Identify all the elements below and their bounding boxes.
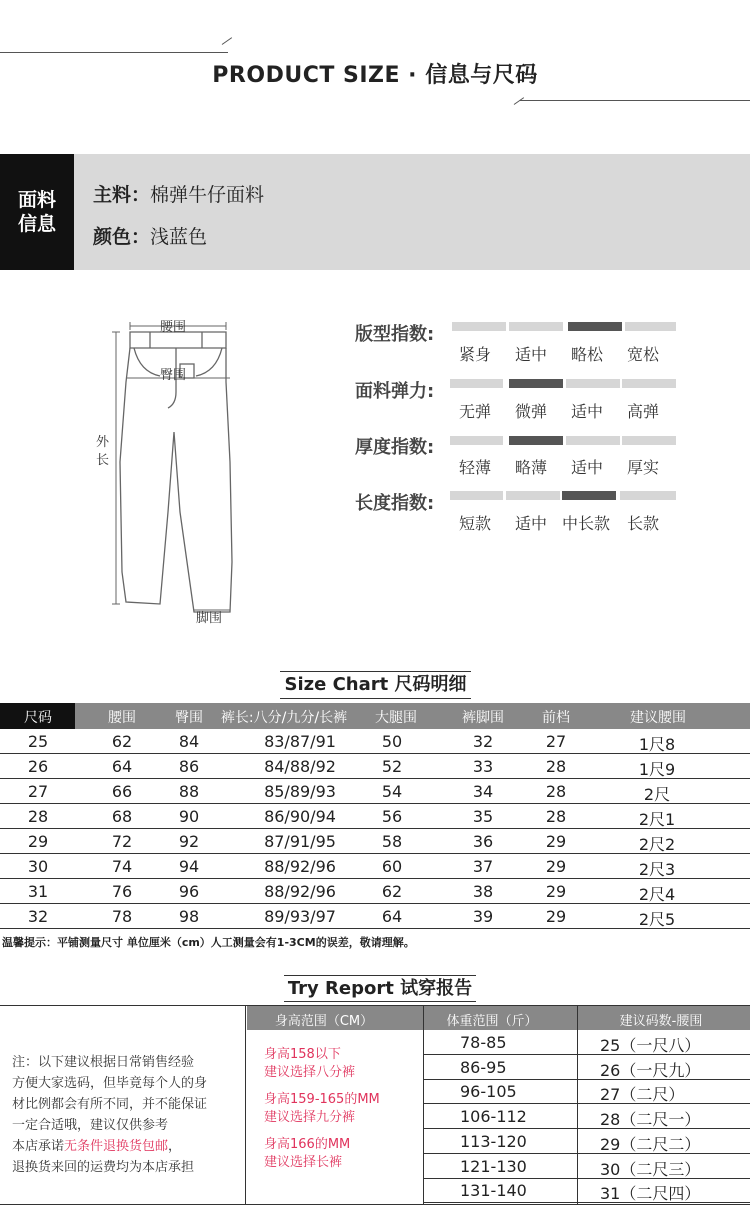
table-cell: 29 (545, 882, 567, 901)
table-cell: 68 (111, 807, 133, 826)
fabric-main-label: 主料： (93, 184, 151, 206)
header-rule-bottom (520, 100, 750, 101)
table-cell: 2尺2 (638, 835, 676, 854)
fit-option-2: 适中 (515, 345, 548, 364)
table-cell: 32 (27, 907, 49, 926)
table-cell: 27 (545, 732, 567, 751)
size-chart-header (0, 703, 750, 729)
length-index-bar-4 (620, 491, 676, 500)
table-cell: 84 (178, 732, 200, 751)
table-cell: 72 (111, 832, 133, 851)
size-chart-col-hem: 裤脚围 (462, 710, 504, 726)
try-suggest-cell: 29（二尺二） (600, 1134, 701, 1154)
try-col-suggest: 建议码数-腰围 (619, 1014, 703, 1029)
table-cell: 26 (27, 757, 49, 776)
size-chart-title: Size Chart 尺码明细 (284, 674, 467, 695)
table-cell: 29 (545, 832, 567, 851)
table-cell: 60 (381, 857, 403, 876)
size-chart-col-thigh: 大腿围 (375, 710, 417, 726)
header-rule-top-tick (222, 37, 232, 45)
table-cell: 30 (27, 857, 49, 876)
table-row (424, 1130, 750, 1154)
table-row (0, 729, 750, 754)
fit-index-bar-1 (452, 322, 506, 331)
stretch-index-bar-1 (450, 379, 503, 388)
table-row (424, 1031, 750, 1055)
table-cell: 2尺 (643, 785, 671, 804)
table-cell: 85/89/93 (264, 782, 336, 801)
fit-index-bar-3 (568, 322, 622, 331)
size-chart-col-length: 裤长:八分/九分/长裤 (220, 710, 348, 726)
stretch-index-title: 面料弹力: (355, 381, 435, 402)
try-weight-cell: 113-120 (460, 1131, 527, 1151)
hip-label: 臀围 (160, 368, 187, 383)
try-suggest-cell: 27（二尺） (600, 1085, 685, 1105)
thickness-index-bar-4 (622, 436, 676, 445)
stretch-index-bar-3 (566, 379, 620, 388)
length-index-bar-3 (562, 491, 616, 500)
table-cell: 33 (472, 757, 494, 776)
table-cell: 84/88/92 (264, 757, 336, 776)
table-cell: 64 (381, 907, 403, 926)
table-cell: 28 (545, 757, 567, 776)
table-cell: 31 (27, 882, 49, 901)
fit-option-4: 宽松 (627, 345, 660, 364)
try-weight-cell: 131-140 (460, 1181, 527, 1201)
table-row (424, 1056, 750, 1080)
page-title: PRODUCT SIZE · 信息与尺码 (212, 63, 538, 88)
table-cell: 74 (111, 857, 133, 876)
hem-label: 脚围 (196, 611, 223, 626)
try-height-group-1 (264, 1046, 355, 1082)
table-cell: 39 (472, 907, 494, 926)
size-chart-col-rise: 前档 (542, 710, 570, 726)
try-note-promise-prefix: 本店承诺 (12, 1139, 65, 1154)
table-cell: 94 (178, 857, 200, 876)
table-cell: 29 (545, 907, 567, 926)
table-cell: 1尺9 (638, 760, 676, 779)
try-weight-cell: 106-112 (460, 1107, 527, 1127)
table-cell: 2尺5 (638, 910, 676, 929)
try-note-promise (12, 1136, 240, 1157)
try-height-group-3-line1: 身高166的MM (264, 1137, 351, 1152)
thickness-index-bar-2 (509, 436, 563, 445)
length-option-4: 长款 (627, 514, 660, 533)
table-cell: 36 (472, 832, 494, 851)
try-report-title: Try Report 试穿报告 (287, 978, 473, 999)
fabric-color-value: 浅蓝色 (150, 226, 208, 248)
try-note-line-2: 方便大家选码，但毕竟每个人的身 (12, 1076, 208, 1091)
size-chart-col-suggest: 建议腰围 (630, 710, 686, 726)
try-weight-cell: 121-130 (460, 1156, 527, 1176)
table-cell: 56 (381, 807, 403, 826)
table-cell: 83/87/91 (264, 732, 336, 751)
table-cell: 89/93/97 (264, 907, 336, 926)
table-cell: 62 (381, 882, 403, 901)
size-chart-note: 温馨提示：平铺测量尺寸 单位厘米（cm）人工测量会有1-3CM的误差，敬请理解。 (2, 936, 415, 949)
table-cell: 32 (472, 732, 494, 751)
fit-option-3: 略松 (571, 345, 604, 364)
try-weight-cell: 86-95 (460, 1057, 507, 1077)
thickness-option-3: 适中 (571, 458, 604, 477)
table-cell: 2尺3 (638, 860, 676, 879)
table-cell: 88/92/96 (264, 882, 336, 901)
table-cell: 1尺8 (638, 735, 676, 754)
try-report-note (12, 1052, 240, 1178)
table-cell: 64 (111, 757, 133, 776)
stretch-index-bar-2 (509, 379, 563, 388)
table-cell: 58 (381, 832, 403, 851)
table-row (424, 1179, 750, 1203)
try-weight-cell: 96-105 (460, 1082, 517, 1102)
table-cell: 96 (178, 882, 200, 901)
table-cell: 38 (472, 882, 494, 901)
try-height-group-3-line2: 建议选择长裤 (264, 1155, 343, 1170)
fabric-color-row (93, 222, 207, 249)
table-cell: 86/90/94 (264, 807, 336, 826)
header-rule-bottom-tick (514, 97, 524, 105)
table-cell: 29 (545, 857, 567, 876)
table-row (424, 1080, 750, 1104)
try-height-group-3 (264, 1136, 350, 1172)
size-chart-col-waist: 腰围 (108, 710, 136, 726)
table-row (424, 1105, 750, 1129)
table-cell: 28 (545, 782, 567, 801)
table-cell: 2尺1 (638, 810, 676, 829)
try-suggest-cell: 25（一尺八） (600, 1036, 701, 1055)
table-cell: 34 (472, 782, 494, 801)
stretch-index-bar-4 (622, 379, 676, 388)
size-chart-title-box (280, 671, 471, 699)
table-cell: 28 (545, 807, 567, 826)
stretch-option-4: 高弹 (627, 402, 660, 421)
table-cell: 54 (381, 782, 403, 801)
table-cell: 35 (472, 807, 494, 826)
pants-diagram (90, 312, 250, 627)
try-height-group-2-line2: 建议选择九分裤 (264, 1110, 356, 1125)
fit-index-bar-4 (625, 322, 676, 331)
try-height-group-2-line1: 身高159-165的MM (264, 1092, 380, 1107)
try-suggest-cell: 31（二尺四） (600, 1184, 701, 1204)
thickness-option-1: 轻薄 (459, 458, 492, 477)
fabric-info-band (0, 154, 750, 270)
length-option-2: 适中 (515, 514, 548, 533)
fabric-color-label: 颜色： (93, 226, 151, 248)
table-cell: 78 (111, 907, 133, 926)
table-row (0, 854, 750, 879)
try-note-last: 退换货来回的运费均为本店承担 (12, 1160, 195, 1175)
try-weight-cell: 78-85 (460, 1033, 507, 1052)
table-row (0, 829, 750, 854)
try-note-line-1: 注：以下建议根据日常销售经验 (12, 1055, 195, 1070)
table-row (0, 754, 750, 779)
table-cell: 28 (27, 807, 49, 826)
length-option-1: 短款 (459, 514, 492, 533)
table-row (0, 879, 750, 904)
try-note-line-3: 材比例都会有所不同，并不能保证 (12, 1097, 208, 1112)
try-col-weight: 体重范围（斤） (446, 1014, 538, 1029)
waist-label: 腰围 (160, 320, 187, 335)
size-chart-col-hip: 臀围 (175, 710, 203, 726)
table-cell: 88 (178, 782, 200, 801)
thickness-index-bar-1 (450, 436, 503, 445)
table-cell: 66 (111, 782, 133, 801)
table-row (0, 804, 750, 829)
try-report-title-box (284, 975, 476, 1002)
table-cell: 2尺4 (638, 885, 676, 904)
table-cell: 52 (381, 757, 403, 776)
thickness-option-2: 略薄 (515, 458, 548, 477)
fit-index-bar-2 (509, 322, 563, 331)
fabric-main-value: 棉弹牛仔面料 (150, 184, 265, 206)
fabric-info-tag-text: 面料 信息 (17, 189, 56, 235)
stretch-option-1: 无弹 (459, 402, 492, 421)
try-height-group-1-line2: 建议选择八分裤 (264, 1065, 356, 1080)
table-cell: 37 (472, 857, 494, 876)
fit-option-1: 紧身 (459, 345, 492, 364)
fit-index-title: 版型指数: (355, 324, 435, 345)
try-suggest-cell: 26（一尺九） (600, 1060, 701, 1080)
try-report-header (247, 1006, 750, 1030)
table-cell: 92 (178, 832, 200, 851)
stretch-option-3: 适中 (571, 402, 604, 421)
try-suggest-cell: 30（二尺三） (600, 1159, 701, 1179)
table-cell: 87/91/95 (264, 832, 336, 851)
table-cell: 86 (178, 757, 200, 776)
table-cell: 50 (381, 732, 403, 751)
table-row (0, 904, 750, 929)
try-note-promise-suffix: ， (168, 1139, 182, 1154)
thickness-index-title: 厚度指数: (355, 437, 435, 458)
table-cell: 76 (111, 882, 133, 901)
length-index-bar-2 (506, 491, 560, 500)
table-cell: 29 (27, 832, 49, 851)
length-index-bar-1 (450, 491, 503, 500)
table-cell: 90 (178, 807, 200, 826)
pants-outline-icon (90, 312, 250, 627)
table-cell: 88/92/96 (264, 857, 336, 876)
size-chart-col-size: 尺码 (24, 710, 52, 726)
stretch-option-2: 微弹 (515, 402, 548, 421)
try-height-group-1-line1: 身高158以下 (264, 1047, 341, 1062)
try-suggest-cell: 28（二尺一） (600, 1110, 701, 1130)
fabric-info-tag (0, 154, 74, 270)
fabric-main-row (93, 180, 264, 207)
try-note-line-4: 一定合适哦，建议仅供参考 (12, 1118, 169, 1133)
table-cell: 98 (178, 907, 200, 926)
thickness-option-4: 厚实 (627, 458, 660, 477)
thickness-index-bar-3 (566, 436, 620, 445)
table-row (424, 1155, 750, 1179)
table-cell: 62 (111, 732, 133, 751)
table-cell: 25 (27, 732, 49, 751)
table-cell: 27 (27, 782, 49, 801)
try-col-height: 身高范围（CM） (274, 1014, 374, 1029)
try-note-promise-red: 无条件退换货包邮 (64, 1139, 169, 1154)
outseam-label: 外长 (96, 435, 110, 468)
table-row (0, 779, 750, 804)
try-report-bottom-rule (0, 1204, 750, 1205)
header-rule-top (0, 52, 228, 53)
length-option-3: 中长款 (562, 514, 611, 533)
try-height-group-2 (264, 1091, 380, 1127)
length-index-title: 长度指数: (355, 493, 435, 514)
